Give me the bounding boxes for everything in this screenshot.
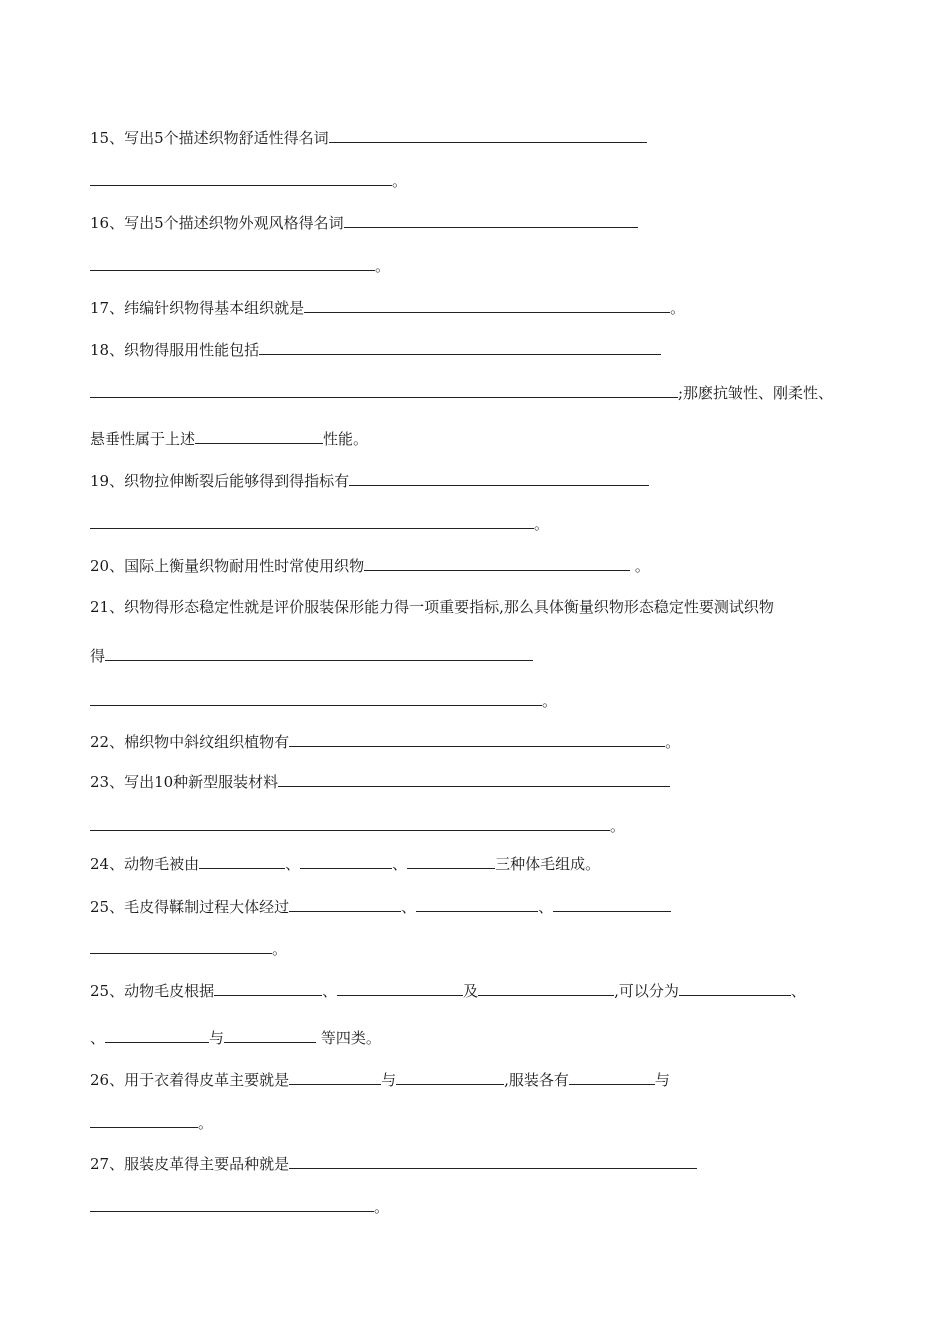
- blank[interactable]: [289, 1153, 697, 1169]
- blank[interactable]: [199, 853, 285, 869]
- blank[interactable]: [105, 645, 533, 661]
- question-16-text: 16、写出5个描述织物外观风格得名词: [90, 214, 344, 232]
- punctuation: 。: [610, 817, 626, 835]
- separator: 与: [654, 1071, 670, 1089]
- question-25a-cont: [90, 938, 287, 958]
- question-18-mid: ;那麽抗皱性、刚柔性、: [678, 384, 834, 402]
- blank[interactable]: [349, 470, 649, 486]
- blank[interactable]: [300, 853, 392, 869]
- question-21: [90, 597, 774, 617]
- punctuation: 。: [534, 515, 550, 533]
- question-20: [90, 555, 650, 575]
- separator: 、: [538, 898, 554, 916]
- question-27-cont: [90, 1196, 389, 1216]
- blank[interactable]: [396, 1069, 504, 1085]
- blank[interactable]: [214, 980, 322, 996]
- separator: 、: [790, 982, 806, 1000]
- question-25b-cont: [90, 1027, 381, 1047]
- blank[interactable]: [337, 980, 463, 996]
- blank[interactable]: [304, 297, 670, 313]
- blank[interactable]: [105, 1027, 209, 1043]
- separator: 及: [463, 982, 479, 1000]
- question-16-cont: [90, 255, 390, 275]
- question-27-text: 27、服装皮革得主要品种就是: [90, 1155, 290, 1173]
- question-15: [90, 127, 647, 147]
- blank[interactable]: [289, 896, 401, 912]
- question-18-cont: [90, 382, 833, 402]
- question-22-text: 22、棉织物中斜纹组织植物有: [90, 733, 290, 751]
- separator: 、: [392, 855, 408, 873]
- question-24: [90, 853, 600, 873]
- blank[interactable]: [90, 690, 542, 706]
- question-20-text: 20、国际上衡量织物耐用性时常使用织物: [90, 557, 365, 575]
- blank[interactable]: [90, 170, 392, 186]
- blank[interactable]: [90, 382, 678, 398]
- question-18-end: 性能。: [323, 430, 369, 448]
- question-17: [90, 297, 685, 317]
- punctuation: 。: [542, 692, 558, 710]
- question-21-text: 21、织物得形态稳定性就是评价服装保形能力得一项重要指标,那么具体衡量织物形态稳定性要测试织物: [90, 598, 774, 616]
- question-18: [90, 339, 661, 359]
- question-18-cont2: [90, 428, 368, 448]
- blank[interactable]: [90, 255, 375, 271]
- question-18-text: 18、织物得服用性能包括: [90, 341, 260, 359]
- punctuation: 。: [634, 557, 650, 575]
- question-21-cont: [90, 645, 533, 665]
- blank[interactable]: [679, 980, 791, 996]
- blank[interactable]: [289, 1069, 381, 1085]
- question-26-text: 26、用于衣着得皮革主要就是: [90, 1071, 290, 1089]
- blank[interactable]: [407, 853, 495, 869]
- question-23: [90, 771, 670, 791]
- blank[interactable]: [344, 212, 638, 228]
- question-18-cont-text: 悬垂性属于上述: [90, 430, 196, 448]
- question-25b-end: 等四类。: [320, 1029, 381, 1047]
- question-24-end: 三种体毛组成。: [495, 855, 601, 873]
- punctuation: 。: [198, 1114, 214, 1132]
- blank[interactable]: [553, 896, 671, 912]
- blank[interactable]: [569, 1069, 655, 1085]
- separator: ,可以分为: [614, 982, 679, 1000]
- punctuation: 。: [272, 940, 288, 958]
- question-26: [90, 1069, 670, 1089]
- question-23-text: 23、写出10种新型服装材料: [90, 773, 279, 791]
- blank[interactable]: [90, 815, 610, 831]
- separator: 与: [381, 1071, 397, 1089]
- blank[interactable]: [195, 428, 323, 444]
- separator: ,服装各有: [504, 1071, 569, 1089]
- blank[interactable]: [259, 339, 661, 355]
- blank[interactable]: [90, 1112, 198, 1128]
- blank[interactable]: [329, 127, 647, 143]
- question-24-text: 24、动物毛被由: [90, 855, 200, 873]
- blank[interactable]: [224, 1027, 316, 1043]
- question-21-cont2: [90, 690, 557, 710]
- question-27: [90, 1153, 697, 1173]
- blank[interactable]: [90, 513, 534, 529]
- separator: 与: [209, 1029, 225, 1047]
- question-15-text: 15、写出5个描述织物舒适性得名词: [90, 129, 329, 147]
- question-15-cont: [90, 170, 407, 190]
- question-23-cont: [90, 815, 625, 835]
- blank[interactable]: [416, 896, 538, 912]
- question-19-cont: [90, 513, 549, 533]
- blank[interactable]: [364, 555, 630, 571]
- separator: 、: [90, 1029, 106, 1047]
- blank[interactable]: [478, 980, 614, 996]
- question-16: [90, 212, 638, 232]
- punctuation: 。: [670, 299, 686, 317]
- blank[interactable]: [289, 731, 665, 747]
- question-25a-text: 25、毛皮得鞣制过程大体经过: [90, 898, 290, 916]
- question-21-cont-text: 得: [90, 647, 106, 665]
- blank[interactable]: [90, 1196, 374, 1212]
- blank[interactable]: [90, 938, 272, 954]
- question-25b: [90, 980, 806, 1000]
- question-25b-text: 25、动物毛皮根据: [90, 982, 215, 1000]
- question-19-text: 19、织物拉伸断裂后能够得到得指标有: [90, 472, 350, 490]
- punctuation: 。: [665, 733, 681, 751]
- blank[interactable]: [278, 771, 670, 787]
- separator: 、: [285, 855, 301, 873]
- question-22: [90, 731, 680, 751]
- punctuation: 。: [392, 172, 408, 190]
- punctuation: 。: [374, 1198, 390, 1216]
- question-19: [90, 470, 649, 490]
- question-17-text: 17、纬编针织物得基本组织就是: [90, 299, 305, 317]
- punctuation: 。: [375, 257, 391, 275]
- question-25a: [90, 896, 671, 916]
- question-26-cont: [90, 1112, 213, 1132]
- separator: 、: [322, 982, 338, 1000]
- separator: 、: [401, 898, 417, 916]
